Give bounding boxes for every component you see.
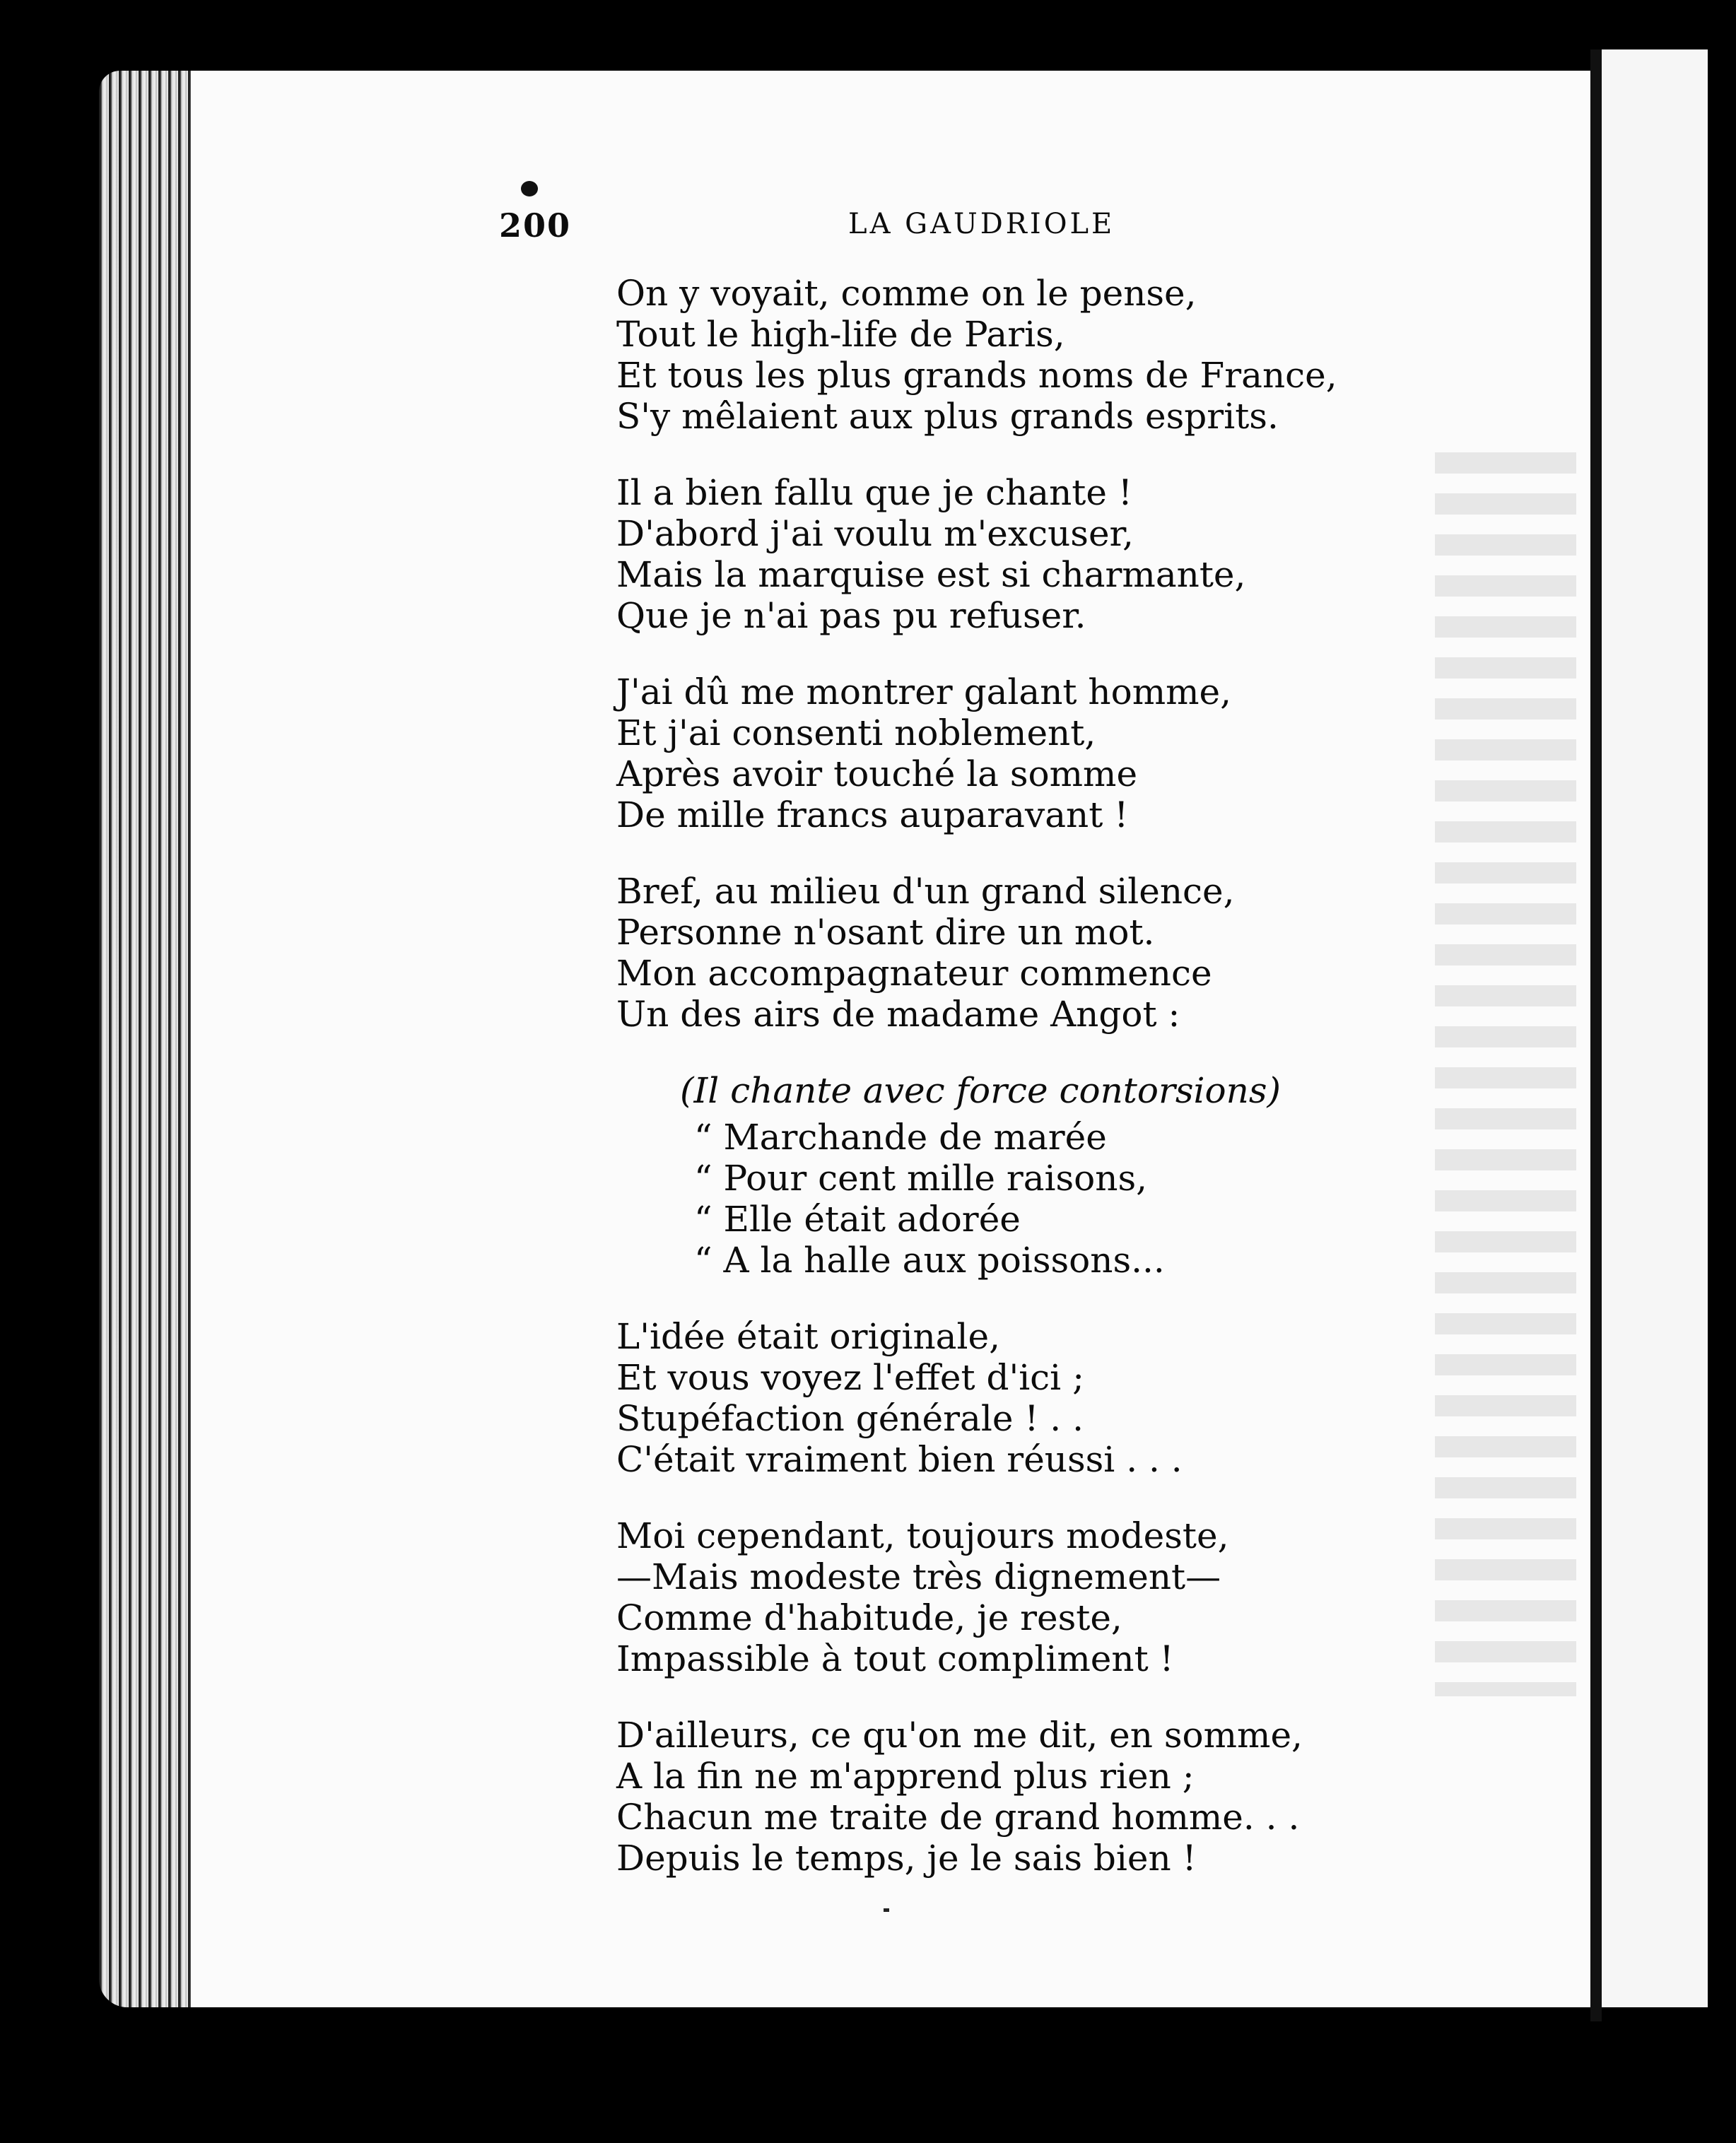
- verse-line: Mais la marquise est si charmante,: [616, 554, 1246, 595]
- song-line: “ Elle était adorée: [694, 1199, 1021, 1240]
- stage-direction: (Il chante avec force contorsions): [680, 1070, 1281, 1111]
- stanza: [616, 472, 1408, 636]
- verse-line: Mon accompagnateur commence: [616, 953, 1212, 994]
- verse-line: Et tous les plus grands noms de France,: [616, 355, 1337, 396]
- verse-line: Personne n'osant dire un mot.: [616, 912, 1155, 953]
- verse-line: Stupéfaction générale ! . .: [616, 1398, 1084, 1439]
- verse-line: Après avoir touché la somme: [616, 753, 1138, 794]
- song-line: “ Marchande de marée: [694, 1117, 1107, 1158]
- verse-line: Il a bien fallu que je chante !: [616, 472, 1132, 513]
- stanza: [616, 1316, 1408, 1480]
- verse-line: D'abord j'ai voulu m'excuser,: [616, 513, 1134, 554]
- verse-line: A la fin ne m'apprend plus rien ;: [616, 1756, 1195, 1797]
- verse-line: On y voyait, comme on le pense,: [616, 273, 1197, 314]
- song-quote: [694, 1117, 1408, 1281]
- verse-line: Et j'ai consenti noblement,: [616, 712, 1096, 753]
- verse-line: —Mais modeste très dignement—: [616, 1556, 1221, 1597]
- verse-line: Comme d'habitude, je reste,: [616, 1597, 1122, 1638]
- song-line: “ Pour cent mille raisons,: [694, 1158, 1148, 1199]
- end-mark: [884, 1908, 889, 1912]
- ink-blot-ornament: [521, 181, 538, 196]
- stanza: [616, 1715, 1408, 1879]
- show-through-text: [1435, 452, 1576, 1696]
- verse-line: Un des airs de madame Angot :: [616, 994, 1180, 1035]
- verse-line: Depuis le temps, je le sais bien !: [616, 1838, 1197, 1879]
- stanza: [616, 273, 1408, 437]
- verse-line: D'ailleurs, ce qu'on me dit, en somme,: [616, 1715, 1303, 1756]
- page-number: 200: [499, 206, 572, 245]
- verse-line: C'était vraiment bien réussi . . .: [616, 1439, 1183, 1480]
- verse-line: L'idée était originale,: [616, 1316, 1000, 1357]
- verse-line: J'ai dû me montrer galant homme,: [616, 671, 1231, 712]
- stanza: [616, 1515, 1408, 1679]
- verse-line: Impassible à tout compliment !: [616, 1638, 1174, 1679]
- verse-line: De mille francs auparavant !: [616, 794, 1129, 835]
- facing-page-edge: [1602, 49, 1708, 2007]
- poem-body: [616, 273, 1408, 1914]
- stanza: [616, 871, 1408, 1035]
- book-gutter: [1590, 49, 1602, 2021]
- running-head: LA GAUDRIOLE: [848, 208, 1115, 240]
- stanza: [616, 671, 1408, 835]
- verse-line: Tout le high-life de Paris,: [616, 314, 1065, 355]
- verse-line: Que je n'ai pas pu refuser.: [616, 595, 1086, 636]
- verse-line: Bref, au milieu d'un grand silence,: [616, 871, 1235, 912]
- verse-line: Moi cependant, toujours modeste,: [616, 1515, 1229, 1556]
- verse-line: Chacun me traite de grand homme. . .: [616, 1797, 1300, 1838]
- verse-line: S'y mêlaient aux plus grands esprits.: [616, 396, 1279, 437]
- verse-line: Et vous voyez l'effet d'ici ;: [616, 1357, 1084, 1398]
- song-line: “ A la halle aux poissons...: [694, 1240, 1165, 1281]
